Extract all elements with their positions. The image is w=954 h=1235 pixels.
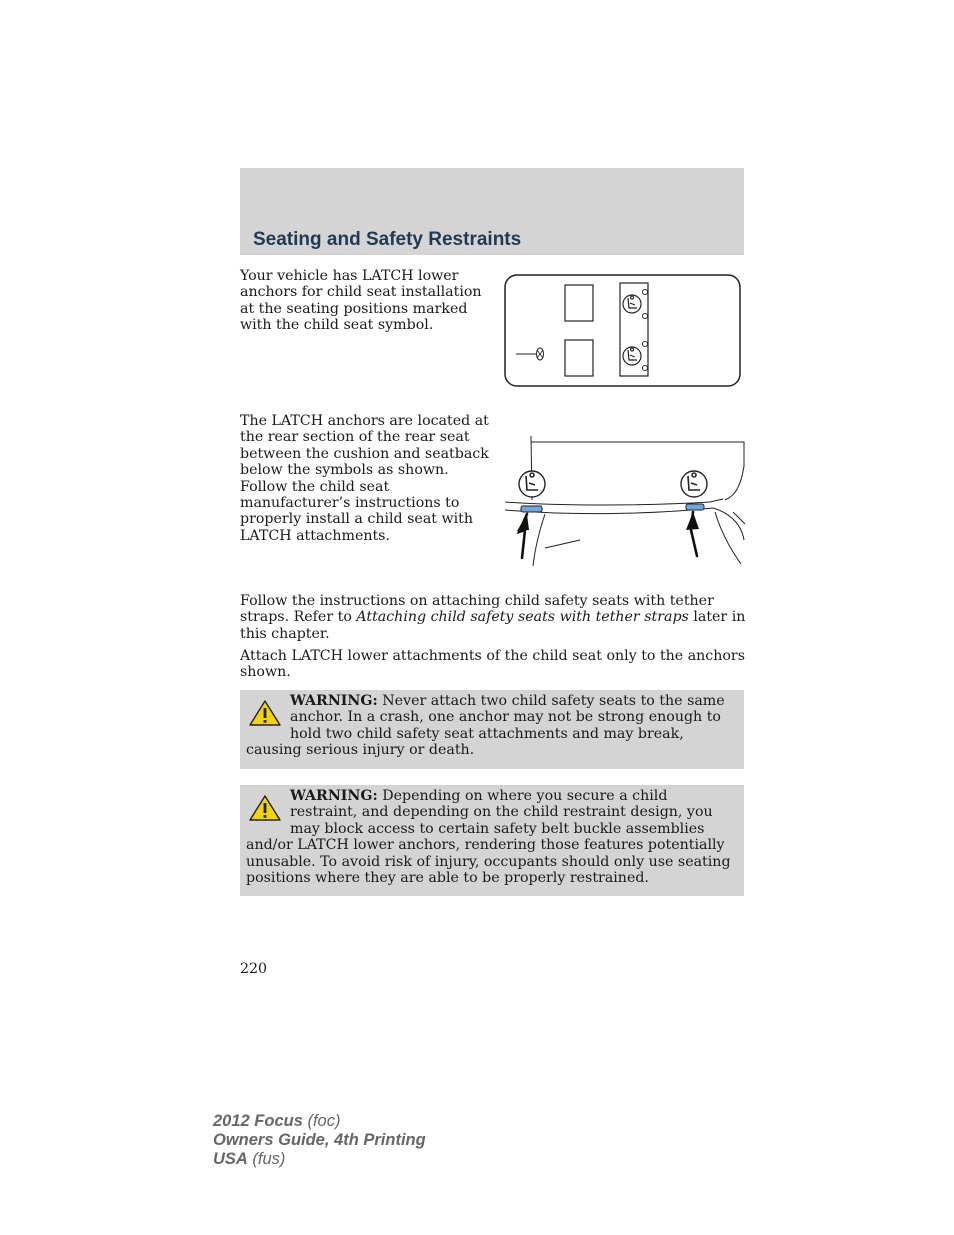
tether-text-before: Follow the instructions on attaching child safety seats with tether straps. Refer to <box>240 593 714 626</box>
footer-model-code: (foc) <box>302 1112 341 1130</box>
child-seat-symbol-icon <box>519 471 545 497</box>
warning-box <box>240 785 744 896</box>
arrow-up-icon <box>517 514 529 558</box>
seat-layout-diagram <box>504 274 742 388</box>
footer-edition-info <box>213 1112 426 1169</box>
section-header-band <box>240 168 744 255</box>
lower-anchor-marker <box>521 506 542 512</box>
child-seat-symbol-icon <box>681 471 707 497</box>
warning-triangle-icon <box>248 794 282 822</box>
warning-text: Depending on where you secure a child restraint, and depending on the child restraint design, you may block access to certain safety belt buckle assemblies and/or LATCH lower anchors, rendering those features potentially unusable. To avoid risk of injury, occupants should only use seating positions where they are able to be properly restrained. <box>246 788 731 887</box>
page-number: 220 <box>240 961 268 977</box>
tether-paragraph <box>240 593 746 642</box>
warning-triangle-icon <box>248 699 282 727</box>
warning-label: WARNING: <box>290 788 378 804</box>
footer-market-code: (fus) <box>247 1150 286 1168</box>
footer-printing: Owners Guide, 4th Printing <box>213 1131 426 1149</box>
attach-paragraph: Attach LATCH lower attachments of the child seat only to the anchors shown. <box>240 648 745 681</box>
lower-anchor-marker <box>686 504 704 510</box>
tether-reference: Attaching child safety seats with tether straps <box>356 609 689 626</box>
footer-market: USA <box>213 1150 248 1168</box>
warning-text: Never attach two child safety seats to the same anchor. In a crash, one anchor may not be strong enough to hold two child safety seat attachments and may break, causing serious injury or death. <box>246 693 725 759</box>
warning-box <box>240 690 744 769</box>
footer-model: 2012 Focus <box>213 1112 303 1130</box>
latch-location-paragraph: The LATCH anchors are located at the rear section of the rear seat between the cushion and seatback below the symbols as shown. Follow the child seat manufacturer’s instructions to properly install a child seat with LATCH attachments. <box>240 413 489 544</box>
latch-intro-paragraph: Your vehicle has LATCH lower anchors for child seat installation at the seating positions marked with the child seat symbol. <box>240 268 482 334</box>
warning-label: WARNING: <box>290 693 378 709</box>
section-title: Seating and Safety Restraints <box>253 229 522 250</box>
arrow-up-icon <box>686 512 699 556</box>
tether-text-after: later in this chapter. <box>240 609 746 642</box>
latch-anchor-illustration <box>505 436 746 568</box>
